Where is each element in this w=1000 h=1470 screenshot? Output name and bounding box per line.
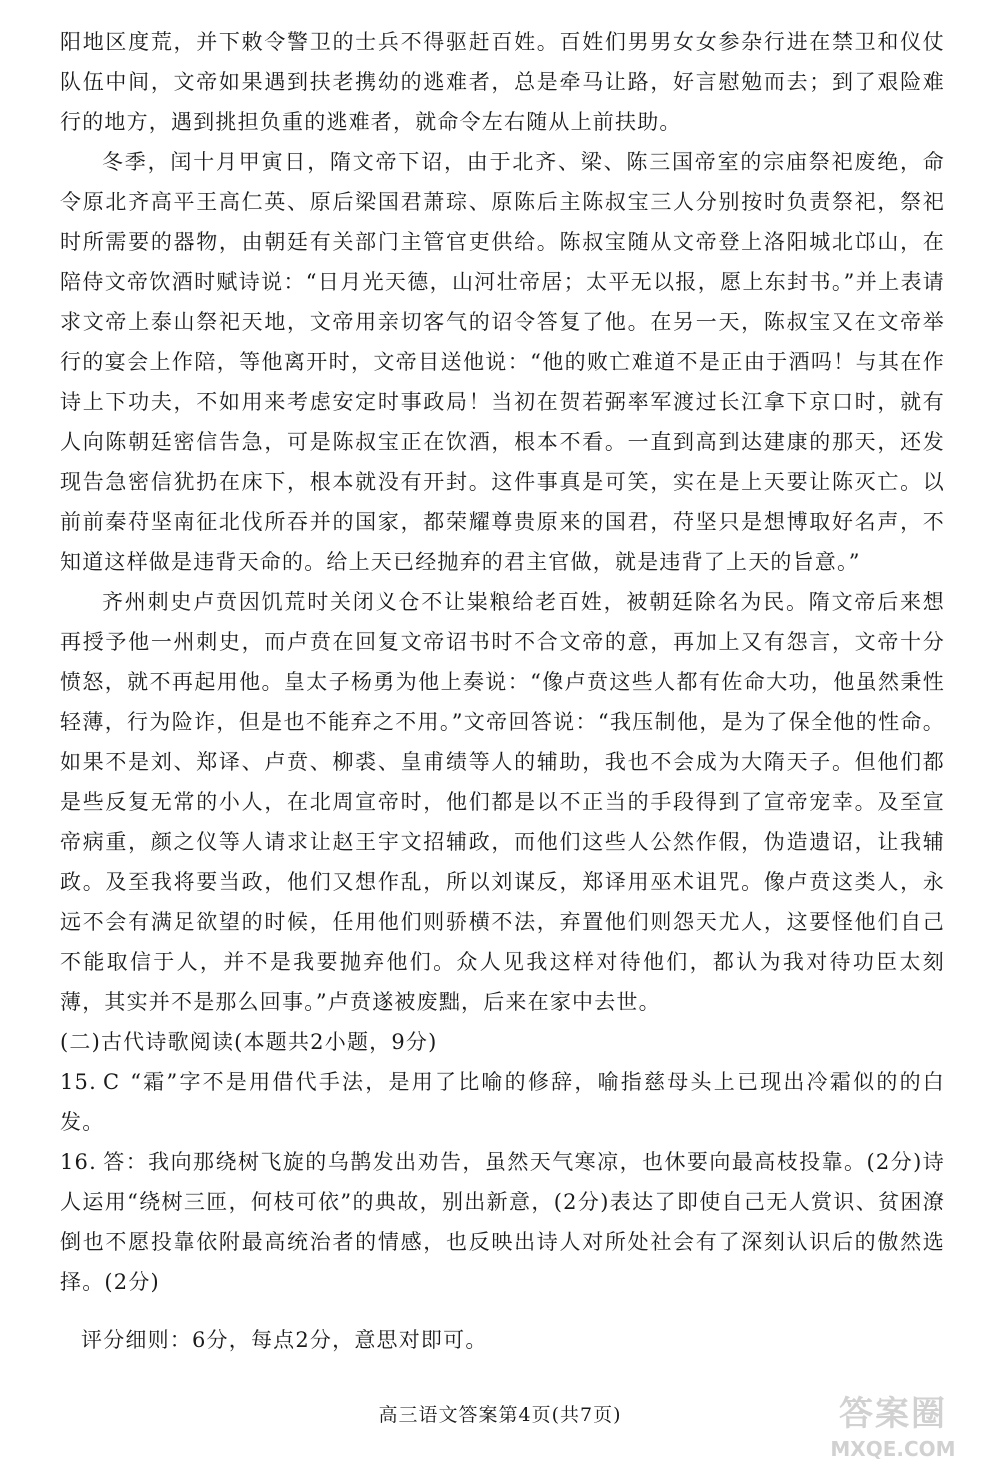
watermark-url: MXQE.COM [830,1437,956,1461]
document-body [60,22,945,1360]
answer-15-number: 15. [60,1070,97,1094]
answer-16-text: 答：我向那绕树飞旋的乌鹊发出劝告，虽然天气寒凉，也休要向最高枝投靠。(2分)诗人运用“绕树三匝，何枝可依”的典故，别出新意，(2分)表达了即使自己无人赏识、贫困潦倒也不愿投靠依附最高统治者的情感，也反映出诗人对所处社会有了深刻认识后的傲然选择。(2分) [60,1150,945,1294]
watermark-logo-text: 答案圈 [839,1394,947,1434]
section-heading: (二)古代诗歌阅读(本题共2小题，9分) [60,1030,438,1054]
answer-15-text: “霜”字不是用借代手法，是用了比喻的修辞，喻指慈母头上已现出冷霜似的的白发。 [60,1070,945,1134]
answer-16-number: 16. [60,1150,97,1174]
answer-16 [60,1142,945,1302]
scoring-note: 评分细则：6分，每点2分，意思对即可。 [81,1328,488,1352]
paragraph-1: 阳地区度荒，并下敕令警卫的士兵不得驱赶百姓。百姓们男男女女参杂行进在禁卫和仪仗队伍中间，文帝如果遇到扶老携幼的逃难者，总是牵马让路，好言慰勉而去；到了艰险难行的地方，遇到挑担负重的逃难者，就命令左右随从上前扶助。 [60,30,945,134]
answer-15 [60,1062,945,1142]
page-footer: 高三语文答案第4页(共7页) [378,1404,622,1426]
paragraph-2: 冬季，闰十月甲寅日，隋文帝下诏，由于北齐、梁、陈三国帝室的宗庙祭祀废绝，命令原北齐高平王高仁英、原后梁国君萧琮、原陈后主陈叔宝三人分别按时负责祭祀，祭祀时所需要的器物，由朝廷有关部门主管官吏供给。陈叔宝随从文帝登上洛阳城北邙山，在陪侍文帝饮酒时赋诗说：“日月光天德，山河壮帝居；太平无以报，愿上东封书。”并上表请求文帝上泰山祭祀天地，文帝用亲切客气的诏令答复了他。在另一天，陈叔宝又在文帝举行的宴会上作陪，等他离开时，文帝目送他说：“他的败亡难道不是正由于酒吗！与其在作诗上下功夫，不如用来考虑安定时事政局！当初在贺若弼率军渡过长江拿下京口时，就有人向陈朝廷密信告急，可是陈叔宝正在饮酒，根本不看。一直到高到达建康的那天，还发现告急密信犹扔在床下，根本就没有开封。这件事真是可笑，实在是上天要让陈灭亡。以前前秦苻坚南征北伐所吞并的国家，都荣耀尊贵原来的国君，苻坚只是想博取好名声，不知道这样做是违背天命的。给上天已经抛弃的君主官做，就是违背了上天的旨意。” [60,150,945,574]
watermark-logo [808,1392,978,1464]
answer-15-choice: C [103,1070,121,1094]
paragraph-3: 齐州刺史卢贲因饥荒时关闭义仓不让粜粮给老百姓，被朝廷除名为民。隋文帝后来想再授予他一州刺史，而卢贲在回复文帝诏书时不合文帝的意，再加上又有怨言，文帝十分愤怒，就不再起用他。皇太子杨勇为他上奏说：“像卢贲这些人都有佐命大功，他虽然秉性轻薄，行为险诈，但是也不能弃之不用。”文帝回答说：“我压制他，是为了保全他的性命。如果不是刘、郑译、卢贲、柳裘、皇甫绩等人的辅助，我也不会成为大隋天子。但他们都是些反复无常的小人，在北周宣帝时，他们都是以不正当的手段得到了宣帝宠幸。及至宣帝病重，颜之仪等人请求让赵王宇文招辅政，而他们这些人公然作假，伪造遗诏，让我辅政。及至我将要当政，他们又想作乱，所以刘谋反，郑译用巫术诅咒。像卢贲这类人，永远不会有满足欲望的时候，任用他们则骄横不法，弃置他们则怨天尤人，这要怪他们自己不能取信于人，并不是我要抛弃他们。众人见我这样对待他们，都认为我对待功臣太刻薄，其实并不是那么回事。”卢贲遂被废黜，后来在家中去世。 [60,590,945,1014]
